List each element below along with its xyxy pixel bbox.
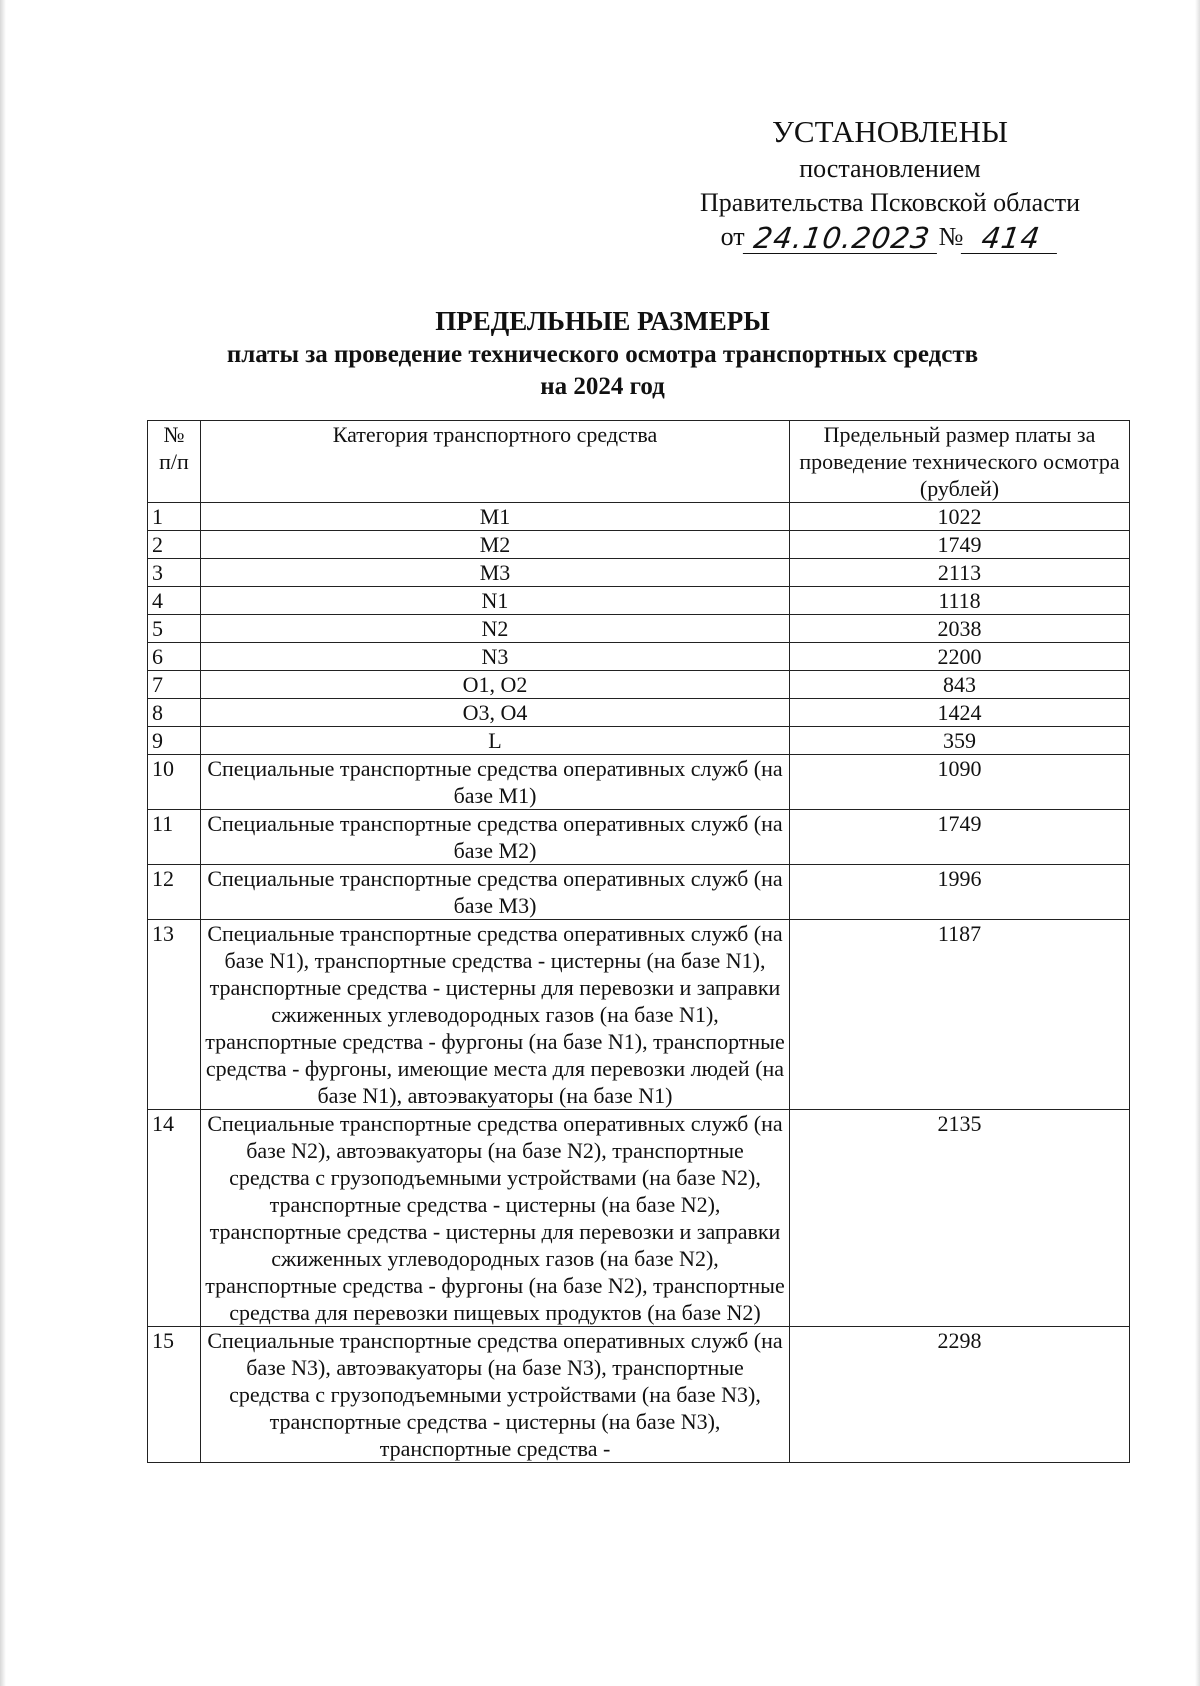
row-category: N1 bbox=[201, 587, 790, 615]
scan-edge-right bbox=[1195, 0, 1200, 1686]
row-category: Специальные транспортные средства оперативных служб (на базе M1) bbox=[201, 755, 790, 810]
row-fee: 1118 bbox=[790, 587, 1130, 615]
table-row bbox=[148, 865, 1130, 920]
row-category: Специальные транспортные средства оперативных служб (на базе N2), автоэвакуаторы (на базе N2), транспортные средства с грузоподъемными устройствами (на базе N2), транспортные средства - цистерны (на базе N2), транспортные средства - цистерны для перевозки и заправки сжиженных углеводородных газов (на базе N2), транспортные средства - фургоны (на базе N2), транспортные средства для перевозки пищевых продуктов (на базе N2) bbox=[201, 1110, 790, 1327]
table-row bbox=[148, 531, 1130, 559]
row-category: Специальные транспортные средства оперативных служб (на базе N3), автоэвакуаторы (на базе N3), транспортные средства с грузоподъемными устройствами (на базе N3), транспортные средства - цистерны (на базе N3), транспортные средства - bbox=[201, 1327, 790, 1463]
row-fee: 1749 bbox=[790, 810, 1130, 865]
row-num: 3 bbox=[148, 559, 201, 587]
table-row bbox=[148, 1327, 1130, 1463]
row-num: 8 bbox=[148, 699, 201, 727]
row-category: O1, O2 bbox=[201, 671, 790, 699]
row-num: 7 bbox=[148, 671, 201, 699]
row-fee: 843 bbox=[790, 671, 1130, 699]
approval-stamp-block bbox=[640, 112, 1140, 254]
row-fee: 1749 bbox=[790, 531, 1130, 559]
row-num: 5 bbox=[148, 615, 201, 643]
table-row bbox=[148, 1110, 1130, 1327]
row-num: 12 bbox=[148, 865, 201, 920]
row-num: 2 bbox=[148, 531, 201, 559]
row-num: 14 bbox=[148, 1110, 201, 1327]
row-fee: 2135 bbox=[790, 1110, 1130, 1327]
row-category: N3 bbox=[201, 643, 790, 671]
row-category: M3 bbox=[201, 559, 790, 587]
row-category: Специальные транспортные средства оперативных служб (на базе M2) bbox=[201, 810, 790, 865]
row-category: Специальные транспортные средства оперативных служб (на базе M3) bbox=[201, 865, 790, 920]
handwritten-date: 24.10.2023 bbox=[742, 223, 940, 254]
row-fee: 2298 bbox=[790, 1327, 1130, 1463]
row-num: 15 bbox=[148, 1327, 201, 1463]
row-num: 4 bbox=[148, 587, 201, 615]
approval-date-number-line bbox=[721, 220, 1060, 254]
title-year: на 2024 год bbox=[540, 373, 665, 400]
date-prefix: от bbox=[720, 222, 745, 251]
header-num: № п/п bbox=[148, 421, 201, 503]
scan-edge-left bbox=[0, 0, 6, 1686]
title-main: ПРЕДЕЛЬНЫЕ РАЗМЕРЫ bbox=[435, 306, 770, 336]
number-prefix: № bbox=[938, 222, 964, 251]
table-row bbox=[148, 615, 1130, 643]
row-num: 10 bbox=[148, 755, 201, 810]
row-fee: 359 bbox=[790, 727, 1130, 755]
row-num: 1 bbox=[148, 503, 201, 531]
row-category: Специальные транспортные средства оперативных служб (на базе N1), транспортные средства - цистерны (на базе N1), транспортные средства - цистерны для перевозки и заправки сжиженных углеводородных газов (на базе N1), транспортные средства - фургоны (на базе N1), транспортные средства - фургоны, имеющие места для перевозки людей (на базе N1), автоэвакуаторы (на базе N1) bbox=[201, 920, 790, 1110]
table-row bbox=[148, 559, 1130, 587]
table-row bbox=[148, 671, 1130, 699]
row-fee: 2038 bbox=[790, 615, 1130, 643]
table-row bbox=[148, 727, 1130, 755]
row-num: 11 bbox=[148, 810, 201, 865]
row-category: N2 bbox=[201, 615, 790, 643]
table-row bbox=[148, 503, 1130, 531]
fee-table bbox=[147, 420, 1130, 1463]
row-fee: 2113 bbox=[790, 559, 1130, 587]
table-row bbox=[148, 810, 1130, 865]
table-row bbox=[148, 699, 1130, 727]
header-category: Категория транспортного средства bbox=[201, 421, 790, 503]
row-num: 9 bbox=[148, 727, 201, 755]
row-fee: 1424 bbox=[790, 699, 1130, 727]
table-row bbox=[148, 755, 1130, 810]
approval-line-decree: постановлением bbox=[799, 154, 981, 183]
table-row bbox=[148, 920, 1130, 1110]
row-fee: 1090 bbox=[790, 755, 1130, 810]
document-title bbox=[140, 303, 1065, 403]
row-num: 6 bbox=[148, 643, 201, 671]
approval-heading: УСТАНОВЛЕНЫ bbox=[771, 114, 1009, 149]
row-category: L bbox=[201, 727, 790, 755]
row-category: M1 bbox=[201, 503, 790, 531]
row-fee: 2200 bbox=[790, 643, 1130, 671]
row-category: O3, O4 bbox=[201, 699, 790, 727]
row-fee: 1996 bbox=[790, 865, 1130, 920]
handwritten-number: 414 bbox=[961, 223, 1061, 254]
row-num: 13 bbox=[148, 920, 201, 1110]
header-fee: Предельный размер платы за проведение технического осмотра (рублей) bbox=[790, 421, 1130, 503]
table-header-row bbox=[148, 421, 1130, 503]
approval-line-government: Правительства Псковской области bbox=[699, 188, 1081, 217]
table-row bbox=[148, 643, 1130, 671]
row-category: M2 bbox=[201, 531, 790, 559]
row-fee: 1187 bbox=[790, 920, 1130, 1110]
table-row bbox=[148, 587, 1130, 615]
title-subtitle: платы за проведение технического осмотра транспортных средств bbox=[226, 341, 979, 368]
row-fee: 1022 bbox=[790, 503, 1130, 531]
